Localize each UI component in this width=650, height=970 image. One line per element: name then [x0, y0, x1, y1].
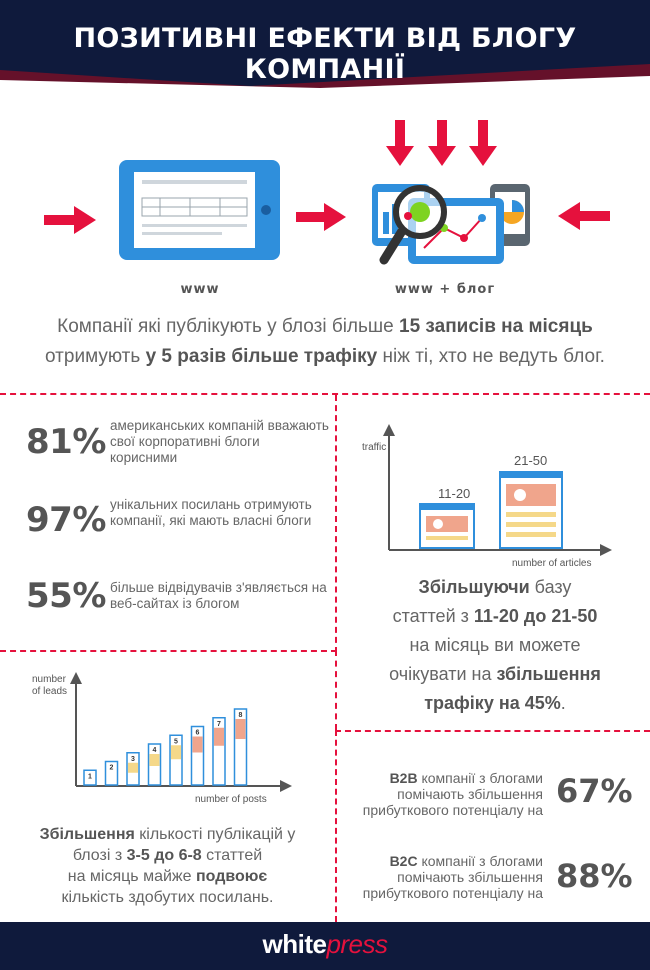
caption-www-blog: www + блог [394, 282, 496, 297]
chart-xlabel: number of posts [195, 794, 267, 805]
stat-text: більше відвідувачів з'являється на веб-сайтах із блогом [110, 580, 327, 611]
leads-text-bold: 3-5 до 6-8 [126, 847, 202, 864]
b2c-value: 88% [556, 857, 633, 895]
page-title: ПОЗИТИВНІ ЕФЕКТИ ВІД БЛОГУ КОМПАНІЇ [73, 23, 577, 85]
leads-text-part: блозі з [72, 847, 127, 864]
stat-text: американських компаній вважають свої корпоративні блоги корисними [110, 418, 329, 465]
tablet-icon [119, 160, 280, 260]
leads-text-part: кількості публікацій у [134, 826, 296, 843]
traffic-text-part: статтей з [392, 606, 474, 626]
bar-fill [171, 745, 181, 759]
lead-text-bold: 15 записів на місяць [399, 316, 593, 337]
logo-press: press [326, 929, 388, 959]
stat-value: 97% [26, 500, 106, 540]
devices-icon [372, 184, 530, 264]
caption-www: www [180, 282, 220, 297]
b2b-label: B2B [389, 770, 418, 786]
lead-text-bold: у 5 разів більше трафіку [145, 346, 378, 367]
traffic-text-bold: Збільшуючи [418, 577, 530, 597]
page-large-icon [500, 472, 562, 548]
leads-text-bold: подвоює [195, 868, 268, 885]
chart-xlabel: number of articles [512, 558, 592, 569]
arrow-right-icon [44, 206, 96, 234]
traffic-text-part: на місяць ви можете [409, 635, 581, 655]
bar-fill [193, 737, 203, 753]
b2b-value: 67% [556, 772, 633, 810]
arrow-right-icon [296, 203, 346, 231]
lead-text-part: отримують [45, 346, 146, 367]
chart-ylabel: traffic [362, 442, 387, 453]
bar-label: 21-50 [514, 453, 548, 468]
b2c-description: компанії з блогами помічають збільшення прибуткового потенціалу на [362, 853, 543, 901]
stat-value: 81% [26, 422, 106, 462]
divider [0, 650, 337, 652]
bar-fill [236, 719, 246, 739]
bar-label: 7 [217, 720, 221, 728]
chart-ylabel-line: number [32, 674, 66, 685]
bar-fill [214, 728, 224, 746]
leads-bars [84, 709, 247, 785]
traffic-text-part: очікувати на [389, 664, 497, 684]
arrow-left-icon [558, 202, 610, 230]
bar-label: 5 [174, 738, 178, 746]
bar-label: 4 [152, 747, 157, 754]
bar-label: 3 [131, 755, 135, 763]
arrow-down-icon [386, 120, 414, 166]
b2b-description: компанії з блогами помічають збільшення прибуткового потенціалу на [362, 770, 543, 818]
traffic-text-part: базу [529, 577, 572, 597]
chart-ylabel [32, 674, 69, 697]
divider [335, 730, 337, 922]
footer [0, 922, 650, 970]
lead-text [0, 312, 650, 372]
lead-text-part: Компанії які публікують у блозі більше [57, 316, 400, 337]
traffic-chart [340, 420, 640, 570]
b2c-label: B2C [389, 853, 418, 869]
whitepress-logo[interactable] [0, 929, 650, 960]
header-banner [0, 0, 650, 88]
bar-label: 6 [195, 729, 200, 737]
leads-chart [20, 668, 320, 808]
leads-text-part: статтей [201, 847, 263, 864]
lead-text-part: ніж ті, хто не ведуть блог. [377, 346, 605, 367]
bar-label: 8 [238, 712, 243, 719]
bar-label: 1 [88, 773, 92, 781]
leads-text-part: кількість здобутих посилань. [61, 889, 274, 906]
stat-text: унікальних посилань отримують компанії, які мають власні блоги [110, 497, 312, 528]
leads-text-bold: Збільшення [39, 826, 135, 843]
chart-ylabel-line: of leads [32, 686, 68, 697]
traffic-text [340, 573, 650, 718]
hero-illustration [0, 100, 650, 280]
divider [0, 393, 650, 395]
divider [335, 730, 650, 732]
divider [335, 395, 337, 653]
arrow-down-icon [469, 120, 497, 166]
bar-fill [150, 754, 160, 766]
bar-label: 11-20 [438, 486, 471, 501]
traffic-text-bold: збільшення [496, 664, 601, 684]
arrow-down-icon [428, 120, 456, 166]
logo-white: white [262, 929, 327, 959]
leads-text-part: на місяць майже [67, 868, 196, 885]
traffic-text-bold: 11-20 до 21-50 [473, 606, 598, 626]
bar-label: 2 [109, 764, 114, 772]
bar-fill [128, 763, 138, 773]
b2b-text [343, 770, 543, 818]
divider [335, 650, 337, 730]
page-small-icon [420, 504, 474, 548]
traffic-text-part: . [560, 693, 566, 713]
traffic-text-bold: трафіку на 45% [424, 693, 561, 713]
stat-value: 55% [26, 576, 106, 616]
leads-text [0, 824, 335, 908]
b2c-text [343, 853, 543, 901]
